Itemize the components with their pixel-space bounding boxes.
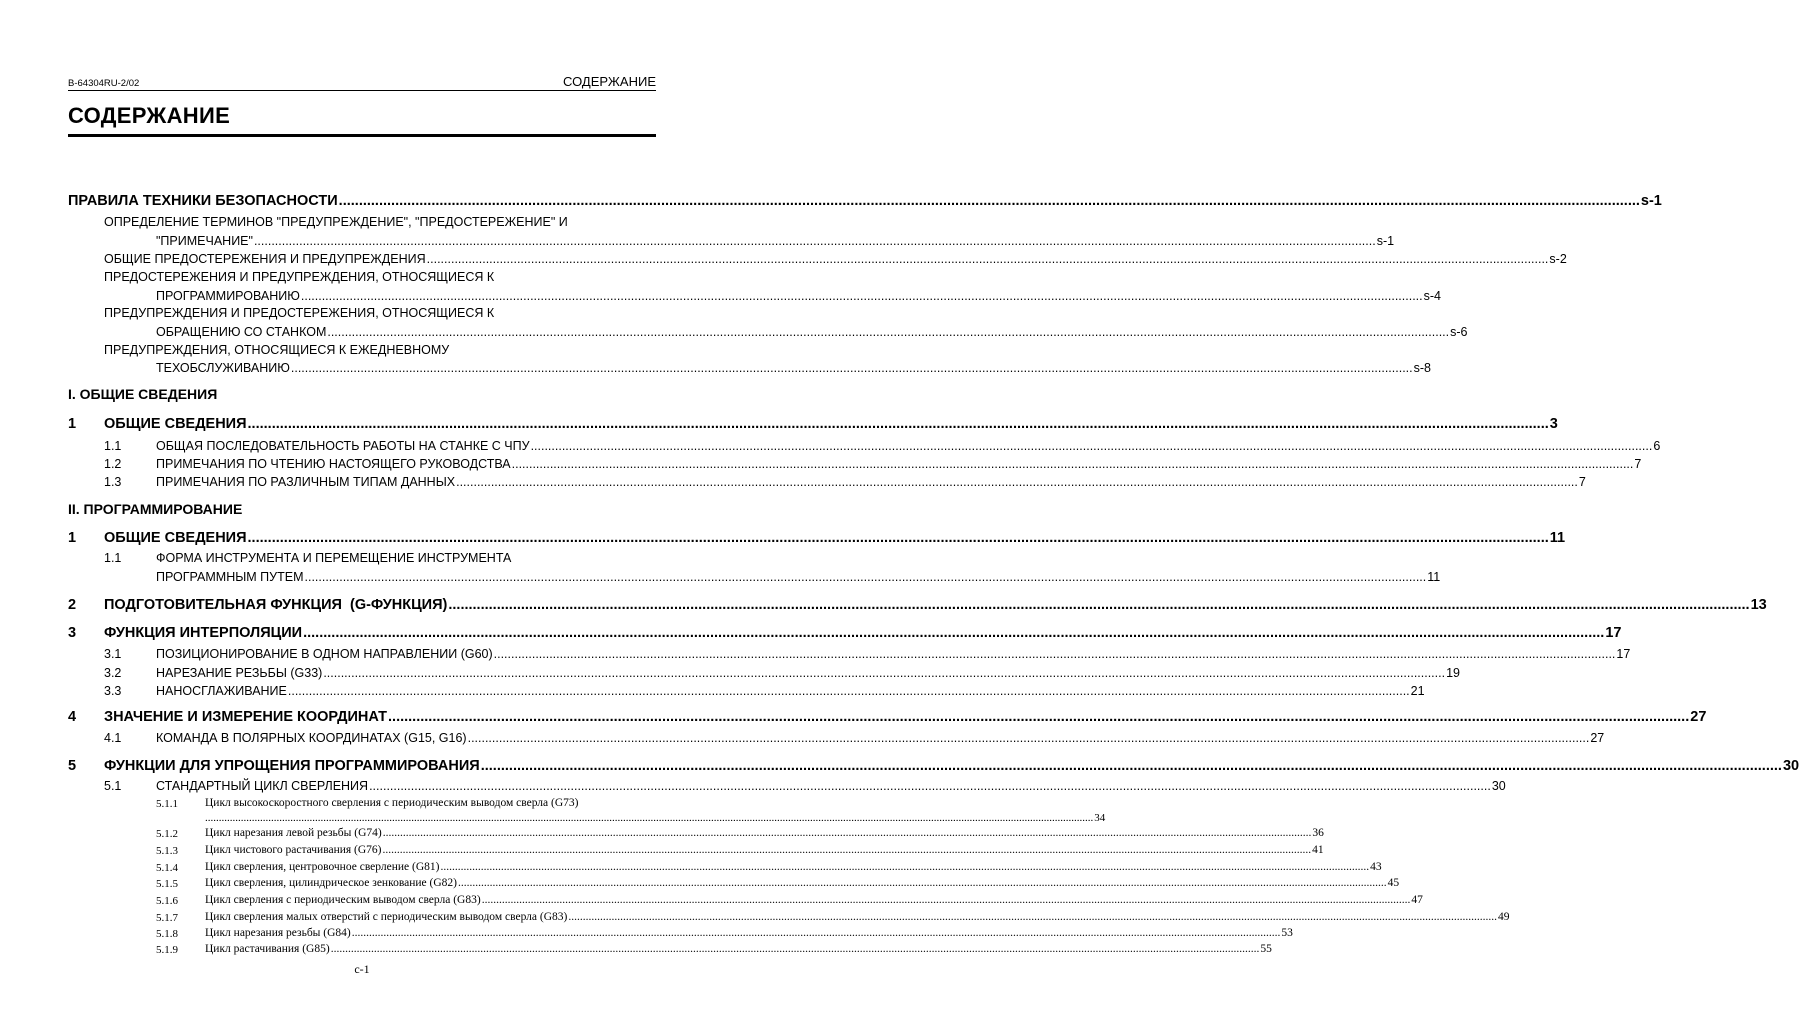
toc-page-number: s-1: [1640, 193, 1662, 209]
dot-leader: [248, 530, 1549, 546]
toc-entry-title: ПРОГРАММНЫМ ПУТЕМ: [156, 570, 304, 584]
dot-leader: [440, 861, 1369, 873]
toc-page-number: 17: [1616, 647, 1631, 661]
dot-leader: [383, 827, 1312, 839]
dot-leader: [458, 877, 1387, 889]
part-heading-general: I. ОБЩИЕ СВЕДЕНИЯ: [68, 386, 218, 402]
running-header-section: СОДЕРЖАНИЕ: [562, 74, 656, 89]
toc-entry-title: ПРИМЕЧАНИЯ ПО ЧТЕНИЮ НАСТОЯЩЕГО РУКОВОДСТВА: [156, 457, 511, 471]
toc-entry-title: ЗНАЧЕНИЕ И ИЗМЕРЕНИЕ КООРДИНАТ: [104, 709, 388, 725]
dot-leader: [323, 666, 1445, 680]
toc-page-number: s-6: [1450, 325, 1468, 339]
toc-entry-title: Цикл растачивания (G85): [205, 943, 330, 955]
dot-leader: [369, 779, 1491, 793]
dot-leader: [339, 193, 1640, 209]
subsection-number: 5.1.2: [156, 828, 178, 840]
dot-leader: [301, 289, 1423, 303]
toc-entry-p2-section-3-3[interactable]: [156, 684, 1425, 698]
toc-entry-5-1-4[interactable]: [205, 861, 1382, 873]
dot-leader: [254, 234, 1376, 248]
toc-entry-p2-chapter-3[interactable]: [104, 625, 1622, 641]
toc-entry-title: ПОДГОТОВИТЕЛЬНАЯ ФУНКЦИЯ (G-ФУНКЦИЯ): [104, 597, 448, 613]
dot-leader: [303, 625, 1604, 641]
toc-entry-title: ФУНКЦИИ ДЛЯ УПРОЩЕНИЯ ПРОГРАММИРОВАНИЯ: [104, 758, 480, 774]
toc-page-number: s-8: [1413, 361, 1431, 375]
dot-leader: [248, 416, 1549, 432]
toc-entry-5-1-1-line1[interactable]: Цикл высокоскоростного сверления с периодическим выводом сверла (G73): [205, 797, 579, 809]
subsection-number: 5.1.6: [156, 895, 178, 907]
toc-entry-general-warnings[interactable]: [104, 252, 1567, 266]
toc-page-number: 11: [1427, 570, 1441, 584]
subsection-number: 5.1.9: [156, 944, 178, 956]
toc-entry-5-1-8[interactable]: [205, 927, 1293, 939]
toc-entry-title: Цикл сверления, центровочное сверление (G81): [205, 861, 440, 873]
toc-entry-title: Цикл сверления, цилиндрическое зенкование (G82): [205, 877, 457, 889]
toc-entry-title: ФУНКЦИЯ ИНТЕРПОЛЯЦИИ: [104, 625, 303, 641]
toc-entry-section-1-1[interactable]: [156, 439, 1661, 453]
dot-leader: [468, 731, 1590, 745]
dot-leader: [352, 927, 1281, 939]
toc-entry-title: КОМАНДА В ПОЛЯРНЫХ КООРДИНАТАХ (G15, G16): [156, 731, 467, 745]
toc-entry-p2-section-3-2[interactable]: [156, 666, 1460, 680]
toc-entry-machine-warnings[interactable]: [156, 325, 1468, 339]
toc-page-number: 7: [1634, 457, 1642, 471]
dot-leader: [288, 684, 1410, 698]
toc-entry-title: ОБРАЩЕНИЮ СО СТАНКОМ: [156, 325, 327, 339]
toc-page-number: 30: [1491, 779, 1506, 793]
dot-leader: [456, 475, 1578, 489]
dot-leader: [383, 844, 1312, 856]
subsection-number: 5.1.7: [156, 912, 178, 924]
toc-entry-section-1-3[interactable]: [156, 475, 1586, 489]
toc-page-number: 43: [1370, 861, 1382, 873]
dot-leader: [388, 709, 1689, 725]
section-number: 1.3: [104, 475, 122, 489]
part-heading-programming: II. ПРОГРАММИРОВАНИЕ: [68, 501, 243, 517]
toc-entry-5-1-3[interactable]: [205, 844, 1324, 856]
dot-leader: [481, 758, 1782, 774]
toc-entry-machine-warnings-line1[interactable]: ПРЕДУПРЕЖДЕНИЯ И ПРЕДОСТЕРЕЖЕНИЯ, ОТНОСЯЩИЕСЯ К: [104, 306, 495, 320]
toc-page-number: s-2: [1549, 252, 1567, 266]
toc-entry-p2-section-4-1[interactable]: [156, 731, 1605, 745]
section-number: 3.3: [104, 684, 122, 698]
toc-entry-p2-chapter-4[interactable]: [104, 709, 1707, 725]
toc-entry-title: ПРАВИЛА ТЕХНИКИ БЕЗОПАСНОСТИ: [68, 193, 338, 209]
toc-entry-title: ОБЩИЕ СВЕДЕНИЯ: [104, 530, 247, 546]
chapter-number: 3: [68, 625, 77, 641]
chapter-number: 2: [68, 597, 77, 613]
toc-entry-programming-warnings-line1[interactable]: ПРЕДОСТЕРЕЖЕНИЯ И ПРЕДУПРЕЖДЕНИЯ, ОТНОСЯЩИЕСЯ К: [104, 270, 495, 284]
header-rule: [68, 90, 656, 91]
toc-entry-title: ОБЩАЯ ПОСЛЕДОВАТЕЛЬНОСТЬ РАБОТЫ НА СТАНКЕ С ЧПУ: [156, 439, 530, 453]
toc-page-number: 7: [1578, 475, 1586, 489]
toc-page-number: s-4: [1423, 289, 1441, 303]
toc-entry-p2-section-5-1[interactable]: [156, 779, 1506, 793]
chapter-number: 1: [68, 416, 77, 432]
toc-page-number: 19: [1446, 666, 1460, 680]
dot-leader: [448, 597, 1749, 613]
dot-leader: [205, 812, 1093, 824]
toc-entry-p2-chapter-5[interactable]: [104, 758, 1799, 774]
subsection-number: 5.1.5: [156, 878, 178, 890]
section-number: 1.1: [104, 439, 122, 453]
toc-page-number: 41: [1312, 844, 1324, 856]
subsection-number: 5.1.8: [156, 928, 178, 940]
subsection-number: 5.1.3: [156, 845, 178, 857]
toc-entry-title: Цикл нарезания резьбы (G84): [205, 927, 351, 939]
toc-page-number: 36: [1312, 827, 1324, 839]
toc-entry-maintenance-warnings-line1[interactable]: ПРЕДУПРЕЖДЕНИЯ, ОТНОСЯЩИЕСЯ К ЕЖЕДНЕВНОМУ: [104, 343, 450, 357]
chapter-number: 1: [68, 530, 77, 546]
toc-entry-title: Цикл сверления с периодическим выводом сверла (G83): [205, 894, 481, 906]
dot-leader: [327, 325, 1449, 339]
toc-page-number: 3: [1549, 416, 1558, 432]
toc-entry-section-1-2[interactable]: [156, 457, 1642, 471]
toc-page-number: 47: [1411, 894, 1423, 906]
section-number: 4.1: [104, 731, 122, 745]
section-number: 5.1: [104, 779, 122, 793]
toc-entry-p2-section-1-1[interactable]: [156, 570, 1441, 584]
dot-leader: [568, 911, 1497, 923]
toc-page-number: 55: [1260, 943, 1272, 955]
toc-entry-title: НАРЕЗАНИЕ РЕЗЬБЫ (G33): [156, 666, 323, 680]
toc-page-number: 11: [1549, 530, 1566, 546]
chapter-number: 5: [68, 758, 77, 774]
section-number: 1.2: [104, 457, 122, 471]
toc-entry-p2-section-3-1[interactable]: [156, 647, 1631, 661]
toc-entry-5-1-5[interactable]: [205, 877, 1400, 889]
toc-entry-title: Цикл сверления малых отверстий с периодическим выводом сверла (G83): [205, 911, 568, 923]
section-number: 3.1: [104, 647, 122, 661]
toc-page-number: 27: [1690, 709, 1707, 725]
toc-page-number: 30: [1782, 758, 1799, 774]
toc-entry-safety[interactable]: [68, 193, 1662, 209]
toc-page-number: 34: [1094, 812, 1106, 824]
toc-entry-title: ПРОГРАММИРОВАНИЮ: [156, 289, 300, 303]
document-code: B-64304RU-2/02: [68, 78, 140, 89]
dot-leader: [305, 570, 1427, 584]
toc-page-number: 17: [1605, 625, 1622, 641]
toc-entry-chapter-1[interactable]: [104, 416, 1558, 432]
toc-entry-title: ОБЩИЕ ПРЕДОСТЕРЕЖЕНИЯ И ПРЕДУПРЕЖДЕНИЯ: [104, 252, 426, 266]
page-title: СОДЕРЖАНИЕ: [68, 103, 231, 128]
toc-page-number: 21: [1410, 684, 1425, 698]
toc-entry-title: Цикл чистового растачивания (G76): [205, 844, 382, 856]
title-rule: [68, 134, 656, 137]
toc-page-number: 6: [1653, 439, 1661, 453]
subsection-number: 5.1.1: [156, 798, 178, 810]
dot-leader: [291, 361, 1413, 375]
toc-entry-definitions-line1[interactable]: ОПРЕДЕЛЕНИЕ ТЕРМИНОВ "ПРЕДУПРЕЖДЕНИЕ", "ПРЕДОСТЕРЕЖЕНИЕ" И: [104, 215, 568, 229]
dot-leader: [427, 252, 1549, 266]
toc-entry-maintenance-warnings[interactable]: [156, 361, 1431, 375]
section-number: 1.1: [104, 551, 122, 565]
dot-leader: [331, 943, 1260, 955]
toc-page-number: 13: [1750, 597, 1767, 613]
section-number: 3.2: [104, 666, 122, 680]
toc-entry-programming-warnings[interactable]: [156, 289, 1441, 303]
toc-entry-title: ПОЗИЦИОНИРОВАНИЕ В ОДНОМ НАПРАВЛЕНИИ (G60): [156, 647, 493, 661]
page-number-footer: c-1: [354, 962, 370, 976]
toc-entry-title: СТАНДАРТНЫЙ ЦИКЛ СВЕРЛЕНИЯ: [156, 779, 369, 793]
chapter-number: 4: [68, 709, 77, 725]
dot-leader: [482, 894, 1411, 906]
dot-leader: [512, 457, 1634, 471]
toc-entry-title: Цикл нарезания левой резьбы (G74): [205, 827, 382, 839]
toc-entry-p2-chapter-2[interactable]: [104, 597, 1767, 613]
toc-entry-title: ПРИМЕЧАНИЯ ПО РАЗЛИЧНЫМ ТИПАМ ДАННЫХ: [156, 475, 456, 489]
toc-entry-5-1-6[interactable]: [205, 894, 1423, 906]
toc-page-number: s-1: [1376, 234, 1395, 248]
toc-entry-title: НАНОСГЛАЖИВАНИЕ: [156, 684, 287, 698]
toc-page-number: 27: [1590, 731, 1605, 745]
toc-entry-5-1-2[interactable]: [205, 827, 1324, 839]
toc-entry-title: ОБЩИЕ СВЕДЕНИЯ: [104, 416, 247, 432]
toc-page-number: 45: [1387, 877, 1400, 889]
toc-entry-5-1-9[interactable]: [205, 943, 1272, 955]
toc-entry-definitions[interactable]: [156, 234, 1395, 248]
subsection-number: 5.1.4: [156, 862, 178, 874]
dot-leader: [494, 647, 1616, 661]
toc-entry-5-1-1[interactable]: [205, 812, 1106, 824]
toc-entry-p2-section-1-1-line1[interactable]: ФОРМА ИНСТРУМЕНТА И ПЕРЕМЕЩЕНИЕ ИНСТРУМЕНТА: [156, 551, 512, 565]
toc-entry-p2-chapter-1[interactable]: [104, 530, 1566, 546]
toc-entry-title: ТЕХОБСЛУЖИВАНИЮ: [156, 361, 290, 375]
toc-entry-title: "ПРИМЕЧАНИЕ": [156, 234, 253, 248]
toc-page-number: 53: [1281, 927, 1293, 939]
toc-entry-5-1-7[interactable]: [205, 911, 1510, 923]
dot-leader: [531, 439, 1653, 453]
toc-page-number: 49: [1497, 911, 1510, 923]
